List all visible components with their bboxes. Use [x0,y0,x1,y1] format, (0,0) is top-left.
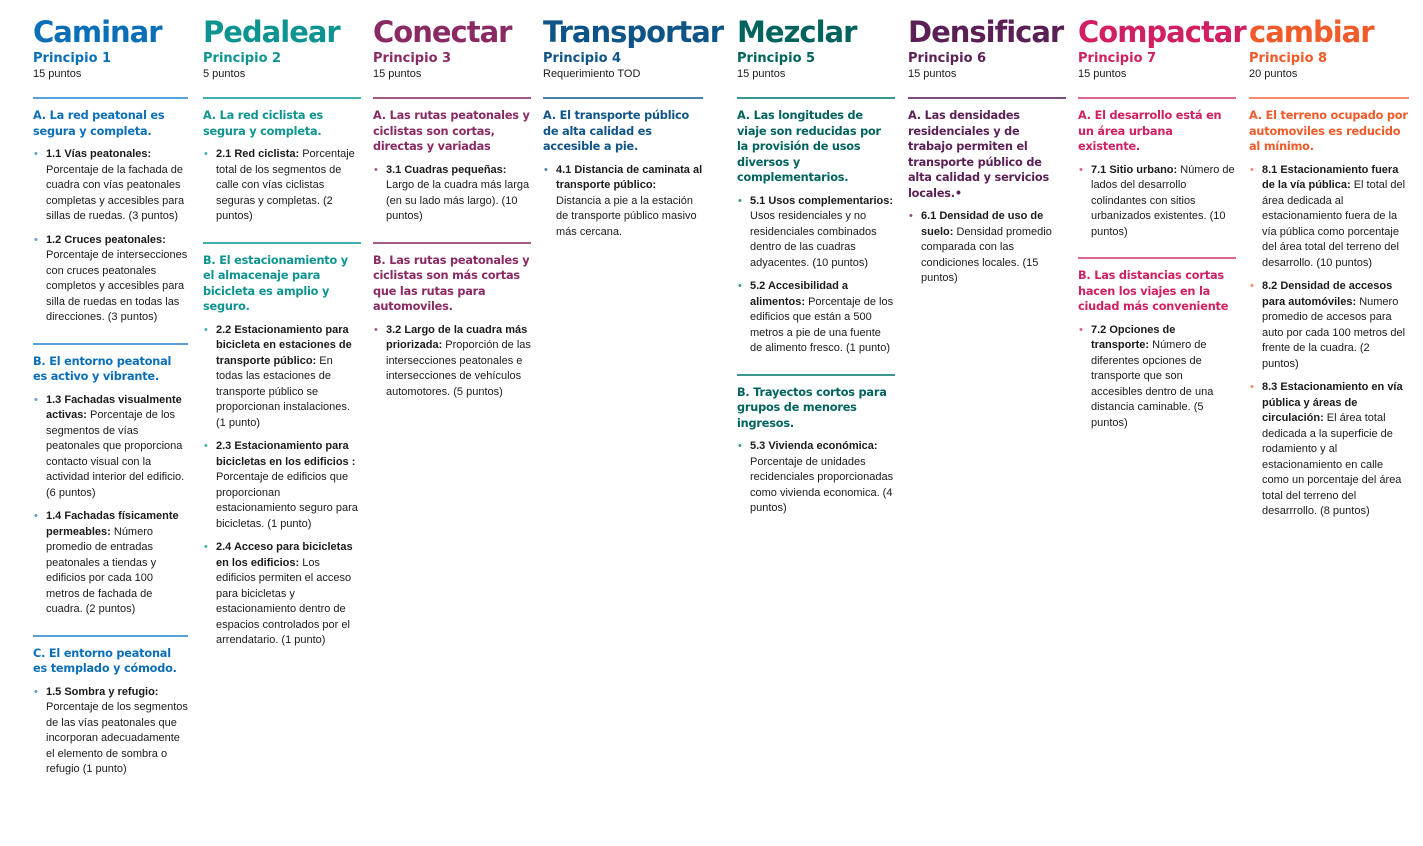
criterion-description: Porcentaje de los segmentos de las vías peatonales que incorporan adecuadamente el elemento de sombra o refugio (1 punto) [46,701,188,775]
section-title: A. Las rutas peatonales y ciclistas son cortas, directas y variadas [373,109,530,153]
principle-points: 15 puntos [1078,68,1127,80]
bullet-icon: • [1250,381,1254,393]
criterion-label: 7.2 Opciones de transporte: [1091,323,1176,351]
section-divider [373,242,531,244]
principle-column-1 [33,14,188,778]
principle-title: Transportar [543,15,724,49]
criterion-item [373,163,531,225]
section-divider [737,97,895,99]
principle-points: 15 puntos [373,68,422,80]
criterion-description: El total del área dedicada al estacionamiento fuera de la vía pública como porcentaje del área total del terreno del desarrollo. (10 puntos) [1262,179,1406,269]
criterion-label: 2.1 Red ciclista: [216,148,300,160]
criterion-item [33,685,188,778]
section-title: B. El entorno peatonal es activo y vibrante. [33,354,172,383]
criterion-description: Porcentaje de la fachada de cuadra con vías peatonales completas y accesibles para sillas de ruedas. (3 puntos) [46,163,185,222]
bullet-icon: • [34,148,38,160]
bullet-icon: • [204,148,208,160]
section-title: A. La red peatonal es segura y completa. [33,109,165,138]
bullet-icon: • [34,510,38,522]
criterion-description: Densidad promedio comparada con las condiciones locales. (15 puntos) [921,225,1052,284]
criterion-label: 8.2 Densidad de accesos para automóviles: [1262,280,1393,308]
criterion-item [543,163,703,241]
criterion-label: 2.4 Acceso para bicicletas en los edificios: [216,541,353,569]
section-divider [33,343,188,345]
principle-number: Principio 5 [737,51,816,66]
criterion-label: 5.1 Usos complementarios: [750,194,894,207]
criterion-label: 2.2 Estacionamiento para bicicleta en estaciones de transporte público: [216,323,352,367]
criterion-label: 6.1 Densidad de uso de suelo: [921,210,1044,238]
principle-points: 20 puntos [1249,68,1298,80]
criterion-description: El área total dedicada a la superficie de rodamiento y al estacionamiento en calle como un porcentaje del área total del terreno del desarrrollo. (8 puntos) [1262,412,1402,517]
bullet-icon: • [34,233,38,246]
bullet-icon: • [1079,323,1083,336]
criterion-description: Porcentaje de edificios que proporcionan estacionamiento seguro para bicicletas. (1 punto) [216,471,358,530]
principle-points: 15 puntos [33,68,82,80]
criterion-description: Porcentaje total de los segmentos de calle con vías ciclistas seguras y completas. (2 puntos) [216,148,355,222]
principle-number: Principio 2 [203,51,282,66]
section-title: B. El estacionamiento y el almacenaje para bicicleta es amplio y seguro. [203,253,348,313]
section-title: A. El transporte público de alta calidad es accesible a pie. [543,109,690,153]
principle-title: Pedalear [203,15,340,49]
bullet-icon: • [909,210,913,222]
criterion-description: Porcentaje de unidades recidenciales proporcionadas como vivienda economica. (4 puntos) [750,455,894,514]
criterion-item [203,147,361,225]
criterion-description: Los edificios permiten el acceso para bicicletas y estacionamiento dentro de espacios controlados por el arrendatario. (1 punto) [216,556,352,646]
section-title: B. Las rutas peatonales y ciclistas son más cortas que las rutas para automoviles. [373,253,530,313]
principle-title: Densificar [908,15,1064,49]
principle-title: Compactar [1078,15,1246,49]
criterion-description: Porcentaje de intersecciones con cruces peatonales completos y accesibles para silla de ruedas en todas las direcciones. (3 puntos) [46,249,188,323]
section-title: C. El entorno peatonal es templado y cómodo. [33,646,177,675]
section-divider [737,374,895,376]
criterion-item [203,540,361,649]
bullet-icon: • [374,323,378,336]
criterion-label: 1.1 Vías peatonales: [46,148,152,160]
criterion-label: 4.1 Distancia de caminata al transporte público: [556,163,703,191]
bullet-icon: • [34,393,38,406]
criterion-description: Porcentaje de los segmentos de vías peatonales que proporciona contacto visual con la actividad interior del edificio. (6 puntos) [46,409,185,499]
principle-points: 15 puntos [908,68,957,80]
criterion-item [1078,323,1236,432]
principle-points: 5 puntos [203,68,246,80]
criterion-label: 1.2 Cruces peatonales: [46,233,166,246]
section-title: A. La red ciclista es segura y completa. [203,109,324,138]
principle-number: Principio 7 [1078,51,1157,66]
bullet-icon: • [738,280,742,292]
criterion-description: Numero promedio de accesos para auto por cada 100 metros del frente de la cuadra. (2 puntos) [1262,295,1406,370]
principle-title: Caminar [33,15,162,49]
bullet-icon: • [544,163,548,176]
criterion-description: Número de lados del desarrollo colindantes con sitios urbanizados existentes. (10 puntos) [1091,163,1235,238]
principle-title: Mezclar [737,15,857,49]
criterion-item [373,323,531,401]
criterion-item [1249,163,1409,272]
criterion-description: En todas las estaciones de transporte público se proporcionan instalaciones. (1 punto) [216,354,350,429]
section-divider [33,97,188,99]
section-title: B. Las distancias cortas hacen los viajes en la ciudad más conveniente [1078,269,1229,313]
criterion-description: Porcentaje de los edificios que están a 500 metros a pie de una fuente de alimento fresco. (1 punto) [750,295,894,354]
section-title: B. Trayectos cortos para grupos de menores ingresos. [737,385,887,430]
criterion-label: 7.1 Sitio urbano: [1091,163,1178,176]
criterion-label: 2.3 Estacionamiento para bicicletas en los edificios : [216,440,356,468]
criterion-item [737,439,895,517]
criterion-item [203,323,361,432]
criterion-item [737,194,895,272]
principle-points: Requerimiento TOD [543,68,641,80]
criterion-label: 8.3 Estacionamiento en vía pública y áreas de circulación: [1262,381,1403,424]
criterion-label: 5.2 Accesibilidad a alimentos: [750,280,849,308]
criterion-item [33,233,188,326]
criterion-description: Número de diferentes opciones de transporte que son accesibles dentro de una distancia caminable. (5 puntos) [1091,339,1214,429]
principle-column-8 [1249,14,1409,520]
bullet-icon: • [1250,163,1254,176]
bullet-icon: • [738,440,742,452]
principle-title: cambiar [1249,15,1374,49]
criterion-label: 1.5 Sombra y refugio: [46,685,159,698]
criterion-label: 1.3 Fachadas visualmente activas: [46,393,182,421]
bullet-icon: • [34,685,38,698]
criterion-label: 5.3 Vivienda económica: [750,440,878,452]
criterion-label: 1.4 Fachadas físicamente permeables: [46,510,179,538]
criterion-label: 3.1 Cuadras pequeñas: [386,163,507,176]
principle-column-5 [737,14,895,517]
principle-points: 15 puntos [737,68,786,80]
section-divider [543,97,703,99]
principle-number: Principio 3 [373,51,452,66]
principle-number: Principio 1 [33,51,112,66]
section-divider [908,97,1066,99]
criterion-label: 8.1 Estacionamiento fuera de la vía pública: [1262,163,1399,191]
criterion-description: Usos residenciales y no residenciales combinados dentro de las cuadras adyacentes. (10 puntos) [750,210,877,269]
bullet-icon: • [204,440,208,452]
principle-number: Principio 8 [1249,51,1328,66]
principle-column-7 [1078,14,1246,431]
bullet-icon: • [1250,280,1254,292]
criterion-description: Número promedio de entradas peatonales a tiendas y edificios por cada 100 metros de fachada de cuadra. (2 puntos) [46,525,157,615]
section-divider [33,635,188,637]
criterion-item [33,509,188,618]
criterion-item [737,279,895,357]
section-title: A. Las longitudes de viaje son reducidas por la provisión de usos diversos y complementarios. [737,109,881,184]
section-divider [1078,97,1236,99]
criterion-item [1249,380,1409,520]
principle-number: Principio 6 [908,51,987,66]
criterion-item [1078,163,1236,241]
section-title: A. El desarrollo está en un área urbana existente. [1078,109,1222,153]
bullet-icon: • [374,163,378,176]
criterion-item [203,439,361,532]
section-title: A. Las densidades residenciales y de trabajo permiten el transporte público de alta calidad y servicios locales.• [908,109,1049,200]
section-divider [1249,97,1409,99]
criterion-item [33,393,188,502]
principle-column-6 [908,14,1066,287]
section-divider [1078,257,1236,259]
section-divider [203,97,361,99]
criterion-item [908,209,1066,287]
section-title: A. El terreno ocupado por automoviles es reducido al mínimo. [1249,109,1408,153]
principle-number: Principio 4 [543,51,622,66]
principle-title: Conectar [373,15,512,49]
section-divider [203,242,361,244]
bullet-icon: • [738,194,742,207]
principle-column-3 [373,14,531,400]
criterion-description: Largo de la cuadra más larga (en su lado más largo). (10 puntos) [386,179,530,222]
bullet-icon: • [204,323,208,336]
criterion-label: 3.2 Largo de la cuadra más priorizada: [386,323,528,351]
principle-column-4 [543,14,724,240]
criterion-description: Distancia a pie a la estación de transporte público masivo más cercana. [556,194,697,238]
criterion-description: Proporción de las intersecciones peatonales e intersecciones de vehículos automotores. (5 puntos) [386,339,531,398]
section-divider [373,97,531,99]
bullet-icon: • [1079,163,1083,176]
criterion-item [33,147,188,225]
principle-column-2 [203,14,361,649]
criterion-item [1249,279,1409,372]
bullet-icon: • [204,541,208,553]
